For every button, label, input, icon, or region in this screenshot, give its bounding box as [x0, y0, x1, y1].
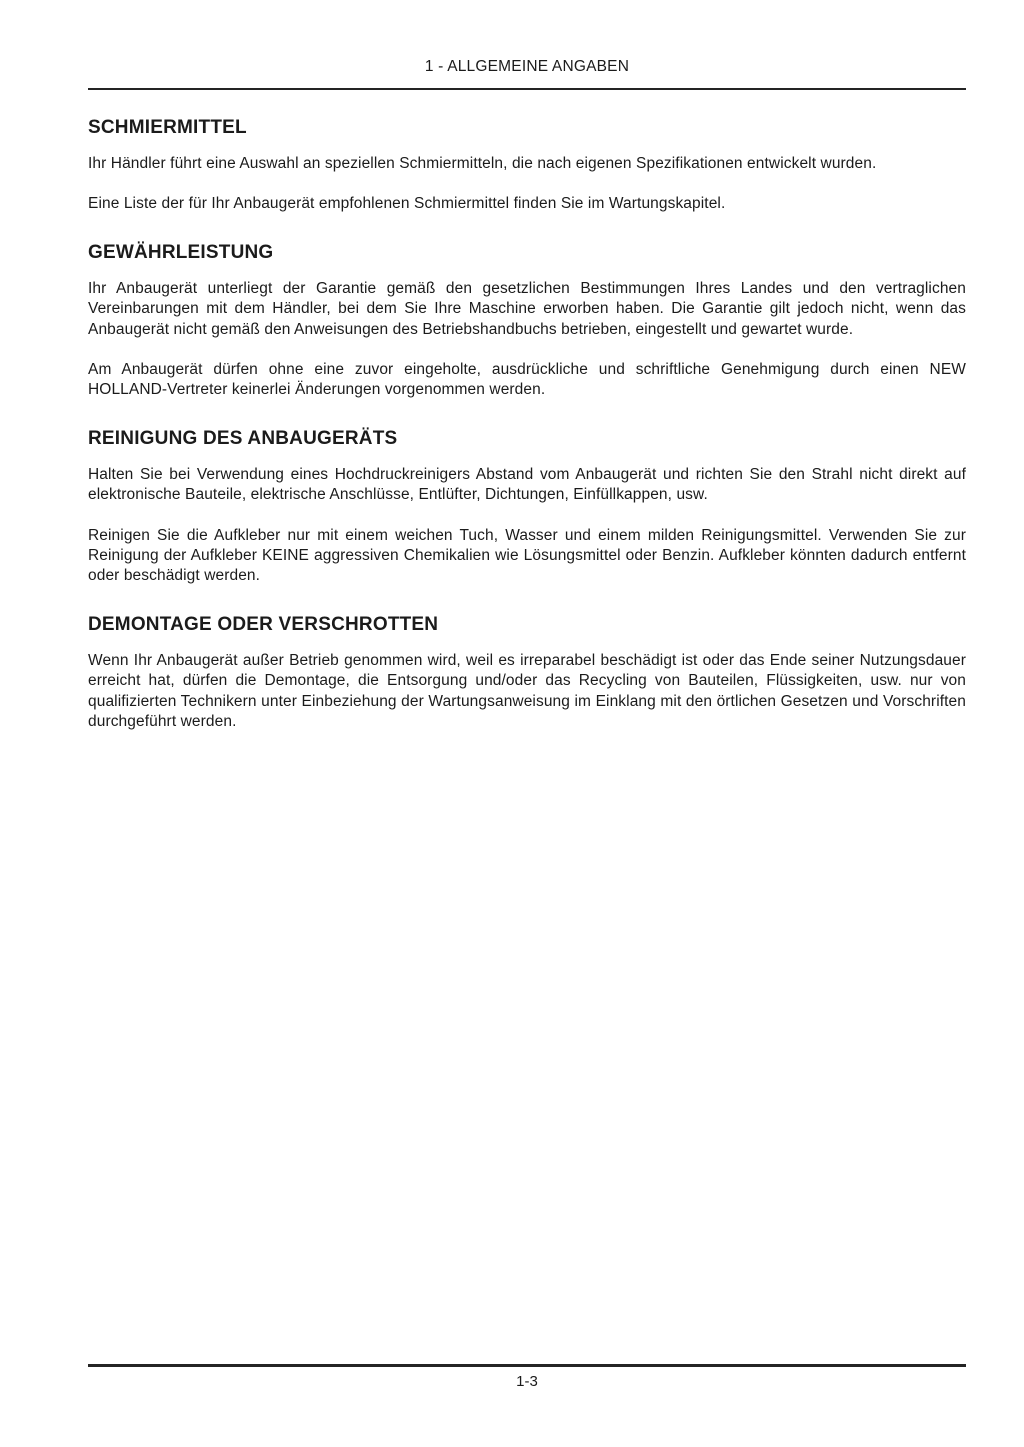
page-number: 1-3: [516, 1373, 538, 1390]
paragraph: Wenn Ihr Anbaugerät außer Betrieb genommen wird, weil es irreparabel beschädigt ist oder das Ende seiner Nutzungsdauer erreicht hat, dürfen die Demontage, die Entsorgung und/oder das Recycling von Bauteilen, Flüssigkeiten, usw. nur von qualifizierten Technikern unter Einbeziehung der Wartungsanweisung im Einklang mit den örtlichen Gesetzen und Vorschriften durchgeführt werden.: [88, 651, 966, 731]
footer-divider: [88, 1364, 966, 1367]
section-heading: REINIGUNG DES ANBAUGERÄTS: [88, 427, 398, 449]
paragraph: Ihr Anbaugerät unterliegt der Garantie gemäß den gesetzlichen Bestimmungen Ihres Landes und den vertraglichen Vereinbarungen mit dem Händler, bei dem Sie Ihre Maschine erworben haben. Die Garantie gilt jedoch nicht, wenn das Anbaugerät nicht gemäß den Anweisungen des Betriebshandbuchs betrieben, eingestellt und gewartet wurde.: [88, 279, 966, 338]
section-heading: SCHMIERMITTEL: [88, 117, 247, 138]
paragraph: Am Anbaugerät dürfen ohne eine zuvor eingeholte, ausdrückliche und schriftliche Genehmigung durch einen NEW HOLLAND-Vertreter keinerlei Änderungen vorgenommen werden.: [88, 361, 966, 399]
section-gewaehrleistung: [88, 241, 966, 401]
section-reinigung-des-anbaugeraets: [88, 427, 966, 587]
page-footer: [88, 1364, 966, 1391]
header-divider: [88, 88, 966, 90]
paragraph: Reinigen Sie die Aufkleber nur mit einem weichen Tuch, Wasser und einem milden Reinigungsmittel. Verwenden Sie zur Reinigung der Aufkleber KEINE aggressiven Chemikalien wie Lösungsmittel oder Benzin. Aufkleber könnten dadurch entfernt oder beschädigt werden.: [88, 526, 966, 585]
section-demontage-oder-verschrotten: [88, 613, 966, 733]
chapter-header-title: 1 - ALLGEMEINE ANGABEN: [424, 58, 630, 75]
section-schmiermittel: [88, 116, 966, 215]
paragraph: Ihr Händler führt eine Auswahl an speziellen Schmiermitteln, die nach eigenen Spezifikationen entwickelt wurden.: [88, 155, 877, 172]
paragraph: Halten Sie bei Verwendung eines Hochdruckreinigers Abstand vom Anbaugerät und richten Sie den Strahl nicht direkt auf elektronische Bauteile, elektrische Anschlüsse, Entlüfter, Dichtungen, Einfüllkappen, usw.: [88, 465, 966, 504]
page-header: [88, 0, 966, 90]
section-heading: DEMONTAGE ODER VERSCHROTTEN: [88, 613, 439, 635]
section-heading: GEWÄHRLEISTUNG: [88, 241, 274, 263]
paragraph: Eine Liste der für Ihr Anbaugerät empfohlenen Schmiermittel finden Sie im Wartungskapitel.: [88, 195, 726, 213]
page-content: [88, 0, 966, 753]
